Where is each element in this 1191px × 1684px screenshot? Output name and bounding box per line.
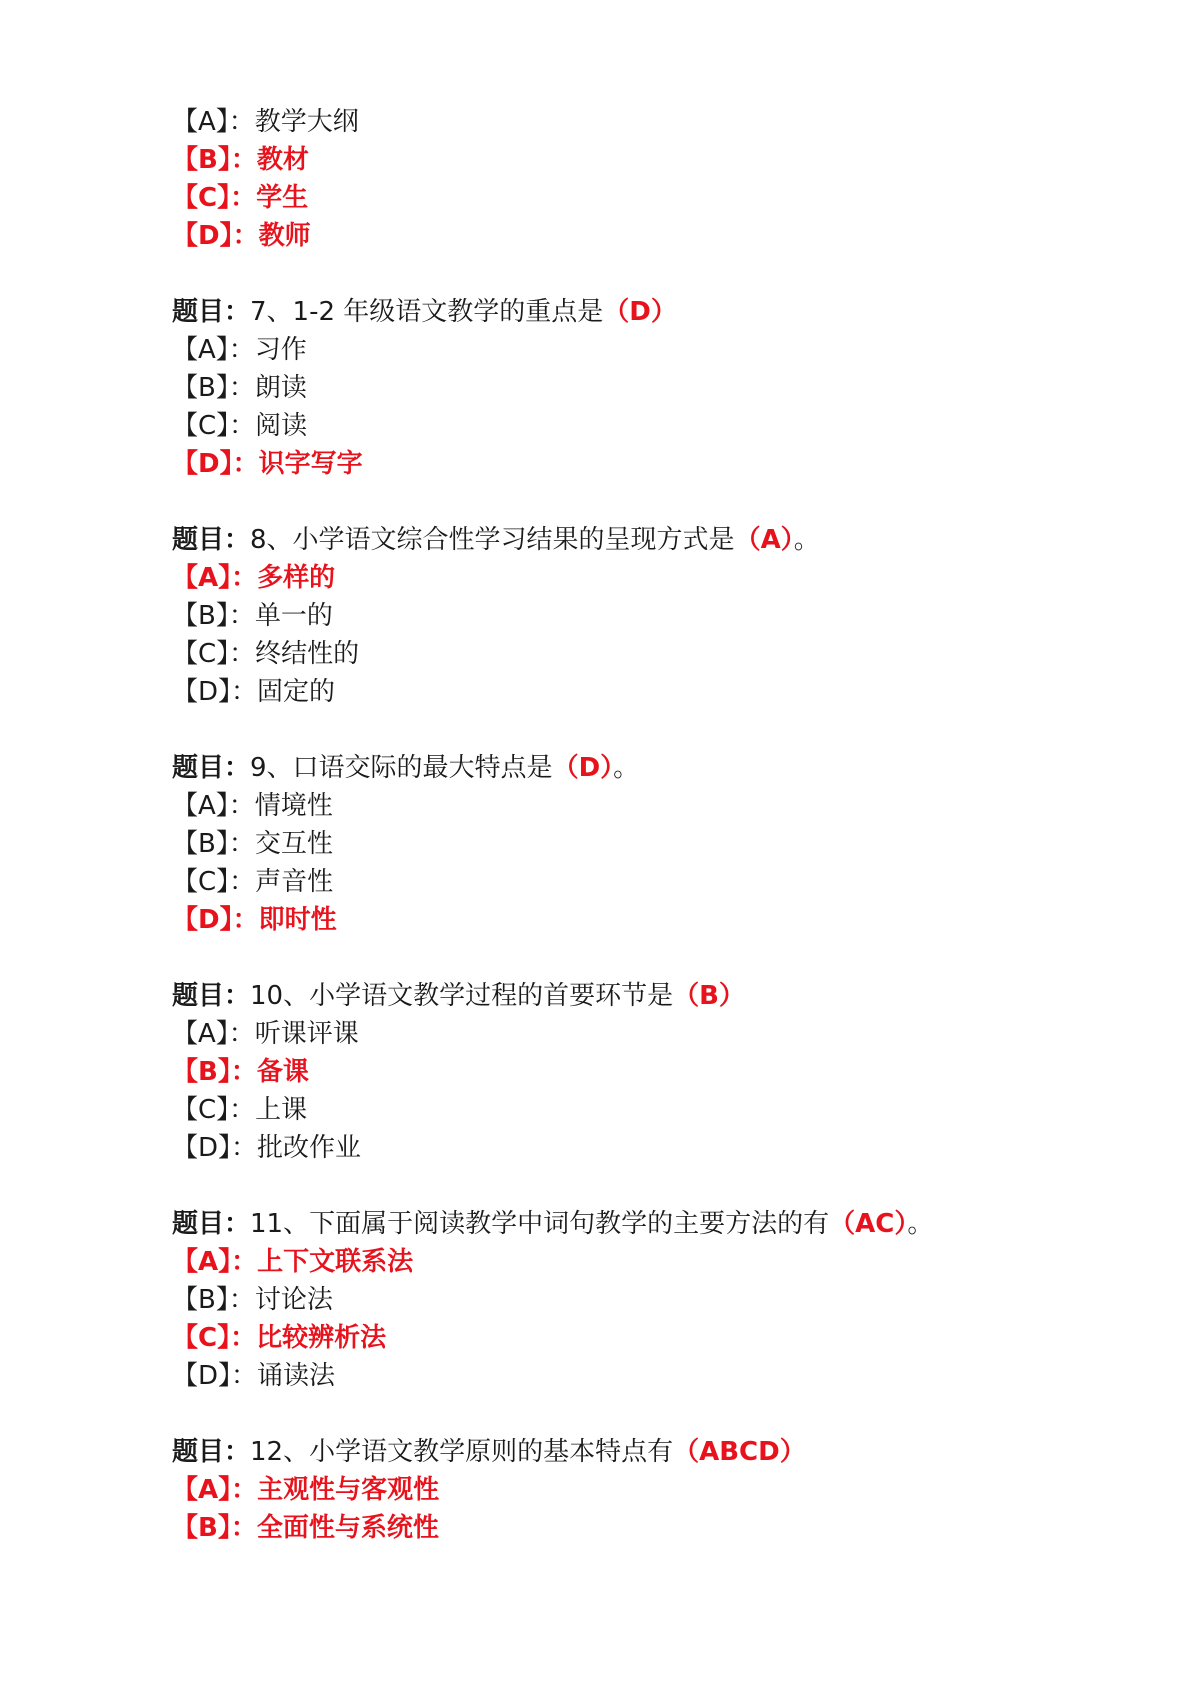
option-key: 【B】： bbox=[172, 601, 255, 631]
option-text: 全面性与系统性 bbox=[256, 1513, 439, 1543]
question-9 bbox=[172, 749, 1132, 939]
option-line-correct bbox=[172, 559, 1132, 597]
option-line-correct bbox=[172, 141, 1132, 179]
question-label: 题目： bbox=[172, 525, 251, 555]
option-text: 单一的 bbox=[254, 601, 333, 631]
option-line-correct bbox=[172, 1053, 1132, 1091]
option-text: 上课 bbox=[255, 1095, 308, 1125]
question-7 bbox=[172, 293, 1132, 483]
option-text: 讨论法 bbox=[254, 1285, 333, 1315]
question-11 bbox=[172, 1205, 1132, 1395]
option-text: 固定的 bbox=[257, 677, 336, 707]
option-key: 【D】： bbox=[172, 1133, 258, 1163]
option-text: 教学大纲 bbox=[254, 107, 359, 137]
option-text: 情境性 bbox=[254, 791, 333, 821]
option-key: 【D】： bbox=[172, 1361, 258, 1391]
question-stem bbox=[172, 749, 1132, 787]
option-key: 【C】： bbox=[172, 867, 256, 897]
answer-mark: （ABCD） bbox=[673, 1437, 806, 1467]
option-text: 上下文联系法 bbox=[257, 1247, 414, 1277]
option-key: 【B】： bbox=[172, 145, 257, 175]
option-text: 阅读 bbox=[255, 411, 308, 441]
question-12 bbox=[172, 1433, 1132, 1547]
question-suffix: 。 bbox=[613, 753, 640, 783]
question-stem bbox=[172, 1433, 1132, 1471]
option-text: 比较辨析法 bbox=[256, 1323, 387, 1353]
option-key: 【C】： bbox=[172, 1095, 256, 1125]
option-text: 学生 bbox=[256, 183, 309, 213]
answer-mark: （B） bbox=[673, 981, 745, 1011]
option-text: 批改作业 bbox=[257, 1133, 362, 1163]
option-line bbox=[172, 597, 1132, 635]
option-key: 【A】： bbox=[172, 1475, 258, 1505]
option-text: 多样的 bbox=[257, 563, 336, 593]
question-suffix: 。 bbox=[907, 1209, 934, 1239]
option-key: 【D】： bbox=[172, 221, 259, 251]
option-key: 【B】： bbox=[172, 1057, 257, 1087]
option-line-correct bbox=[172, 1509, 1132, 1547]
option-key: 【A】： bbox=[172, 563, 258, 593]
question-label: 题目： bbox=[172, 981, 251, 1011]
option-line bbox=[172, 825, 1132, 863]
option-key: 【B】： bbox=[172, 829, 255, 859]
option-text: 听课评课 bbox=[254, 1019, 359, 1049]
option-key: 【A】： bbox=[172, 791, 255, 821]
option-key: 【B】： bbox=[172, 1513, 257, 1543]
answer-mark: （D） bbox=[603, 297, 677, 327]
spacer bbox=[172, 711, 1132, 749]
question-label: 题目： bbox=[172, 753, 251, 783]
question-suffix: 。 bbox=[793, 525, 820, 555]
option-line bbox=[172, 787, 1132, 825]
spacer bbox=[172, 1395, 1132, 1433]
spacer bbox=[172, 1167, 1132, 1205]
option-text: 诵读法 bbox=[257, 1361, 336, 1391]
option-line bbox=[172, 407, 1132, 445]
option-text: 即时性 bbox=[258, 905, 337, 935]
option-key: 【A】： bbox=[172, 107, 255, 137]
option-key: 【D】： bbox=[172, 449, 259, 479]
option-text: 交互性 bbox=[254, 829, 333, 859]
option-line-correct bbox=[172, 1243, 1132, 1281]
option-line bbox=[172, 1129, 1132, 1167]
option-key: 【C】： bbox=[172, 183, 257, 213]
question-text: 12、小学语文教学原则的基本特点有 bbox=[250, 1437, 674, 1467]
question-text: 7、1-2 年级语文教学的重点是 bbox=[250, 297, 604, 327]
document-page bbox=[172, 103, 1132, 1547]
question-label: 题目： bbox=[172, 297, 251, 327]
question-8 bbox=[172, 521, 1132, 711]
spacer bbox=[172, 939, 1132, 977]
option-line bbox=[172, 1357, 1132, 1395]
answer-mark: （D） bbox=[552, 753, 614, 783]
question-text: 9、口语交际的最大特点是 bbox=[250, 753, 553, 783]
option-line-correct bbox=[172, 445, 1132, 483]
option-text: 主观性与客观性 bbox=[257, 1475, 440, 1505]
option-key: 【D】： bbox=[172, 677, 258, 707]
option-line bbox=[172, 863, 1132, 901]
option-line-correct bbox=[172, 901, 1132, 939]
question-label: 题目： bbox=[172, 1209, 251, 1239]
option-line-correct bbox=[172, 1471, 1132, 1509]
question-stem bbox=[172, 977, 1132, 1015]
option-text: 教材 bbox=[256, 145, 309, 175]
option-line-correct bbox=[172, 217, 1132, 255]
answer-mark: （A） bbox=[734, 525, 794, 555]
option-text: 声音性 bbox=[255, 867, 334, 897]
option-line bbox=[172, 673, 1132, 711]
option-line-correct bbox=[172, 1319, 1132, 1357]
option-text: 教师 bbox=[258, 221, 311, 251]
option-text: 习作 bbox=[254, 335, 307, 365]
option-key: 【C】： bbox=[172, 1323, 257, 1353]
option-key: 【A】： bbox=[172, 1247, 258, 1277]
question-6-options bbox=[172, 103, 1132, 255]
spacer bbox=[172, 483, 1132, 521]
option-line bbox=[172, 1091, 1132, 1129]
option-text: 朗读 bbox=[254, 373, 307, 403]
option-key: 【C】： bbox=[172, 639, 256, 669]
question-stem bbox=[172, 1205, 1132, 1243]
option-key: 【C】： bbox=[172, 411, 256, 441]
question-label: 题目： bbox=[172, 1437, 251, 1467]
question-text: 11、下面属于阅读教学中词句教学的主要方法的有 bbox=[250, 1209, 830, 1239]
answer-mark: （AC） bbox=[829, 1209, 908, 1239]
option-key: 【D】： bbox=[172, 905, 259, 935]
option-key: 【A】： bbox=[172, 1019, 255, 1049]
option-line bbox=[172, 635, 1132, 673]
option-text: 备课 bbox=[256, 1057, 309, 1087]
option-line bbox=[172, 103, 1132, 141]
option-line bbox=[172, 1015, 1132, 1053]
option-line bbox=[172, 331, 1132, 369]
option-line bbox=[172, 369, 1132, 407]
option-key: 【B】： bbox=[172, 1285, 255, 1315]
option-line bbox=[172, 1281, 1132, 1319]
option-text: 终结性的 bbox=[255, 639, 360, 669]
question-stem bbox=[172, 293, 1132, 331]
question-text: 8、小学语文综合性学习结果的呈现方式是 bbox=[250, 525, 735, 555]
question-text: 10、小学语文教学过程的首要环节是 bbox=[250, 981, 674, 1011]
option-key: 【A】： bbox=[172, 335, 255, 365]
option-line-correct bbox=[172, 179, 1132, 217]
question-stem bbox=[172, 521, 1132, 559]
option-key: 【B】： bbox=[172, 373, 255, 403]
spacer bbox=[172, 255, 1132, 293]
question-10 bbox=[172, 977, 1132, 1167]
option-text: 识字写字 bbox=[258, 449, 363, 479]
